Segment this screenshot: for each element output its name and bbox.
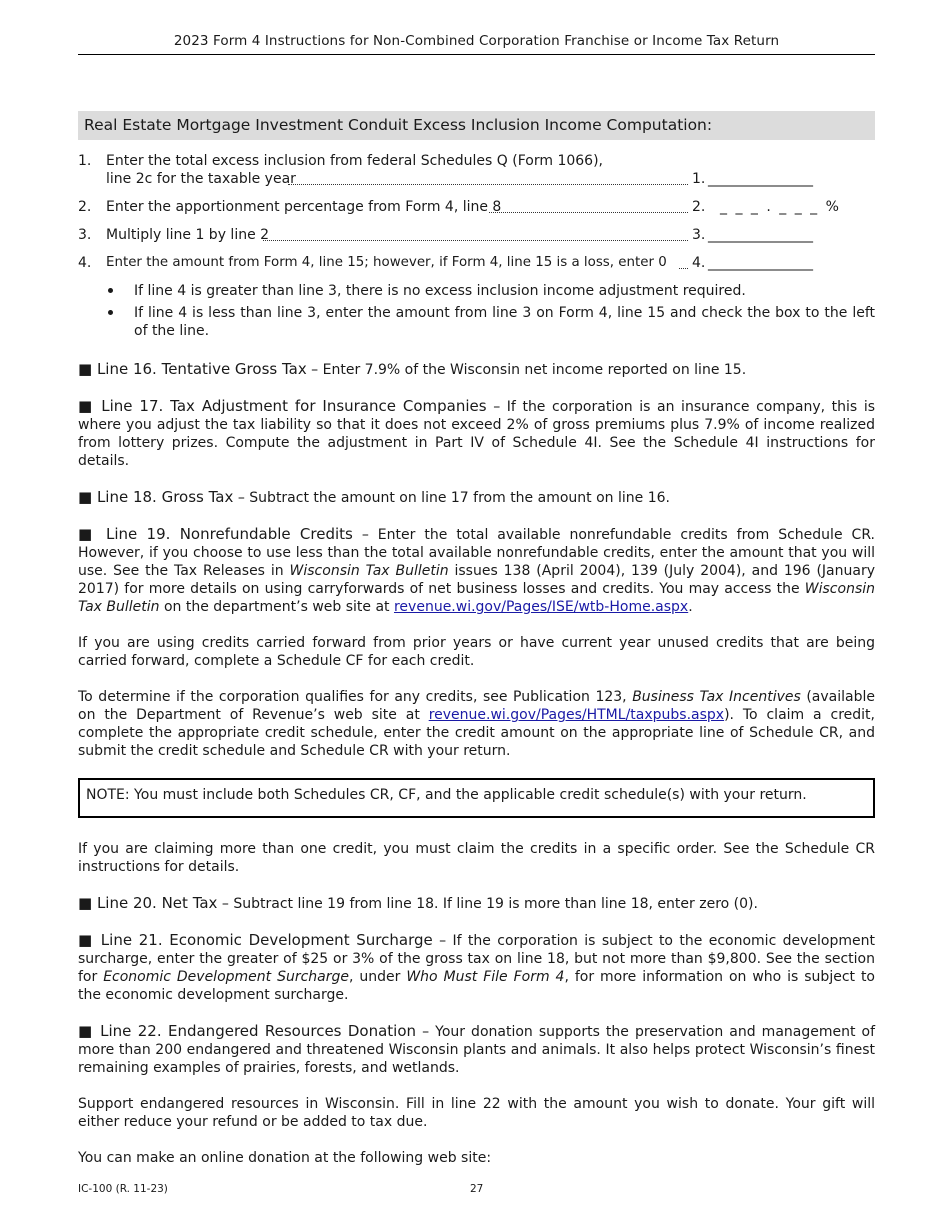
line-number: 4.	[692, 255, 706, 271]
bullet-item: If line 4 is greater than line 3, there is no excess inclusion income adjustment required.	[106, 282, 875, 300]
bullet-item: If line 4 is less than line 3, enter the amount from line 3 on Form 4, line 15 and check the box to the left of the line.	[106, 304, 875, 340]
dot-leader	[489, 212, 688, 213]
form-id: IC-100 (R. 11-23)	[78, 1183, 168, 1195]
entry-field[interactable]: _______________	[708, 255, 813, 271]
line-17-paragraph	[78, 397, 875, 470]
remic-steps	[78, 152, 875, 272]
percent-entry-field[interactable]: _ _ _ . _ _ _ %	[720, 199, 839, 215]
line-number: 2.	[692, 199, 706, 215]
section-reference: Economic Development Surcharge	[103, 969, 349, 985]
dot-leader	[263, 240, 688, 241]
line-19-heading: ■ Line 19. Nonrefundable Credits	[78, 525, 353, 543]
step-2	[78, 198, 875, 216]
step-text: Enter the amount from Form 4, line 15; however, if Form 4, line 15 is a loss, enter 0	[106, 255, 667, 270]
entry-field[interactable]: _______________	[708, 171, 813, 187]
qualify-body: To determine if the corporation qualifies for any credits, see Publication 123,	[78, 689, 633, 705]
step-1	[78, 152, 875, 188]
line-21-body: , under	[349, 969, 407, 985]
line-number: 3.	[692, 227, 706, 243]
line-16-body: – Enter 7.9% of the Wisconsin net income reported on line 15.	[306, 362, 747, 378]
step-number: 3.	[78, 227, 92, 243]
line-18-body: – Subtract the amount on line 17 from the amount on line 16.	[233, 490, 670, 506]
online-donation-paragraph: You can make an online donation at the following web site:	[78, 1150, 492, 1166]
line-16-heading: ■ Line 16. Tentative Gross Tax	[78, 360, 307, 378]
qualify-body: ). To claim a credit, complete the appropriate credit schedule, enter the credit amount on the appropriate line of Schedule CR, and submit the credit schedule and Schedule CR with your return.	[78, 707, 875, 759]
step-4	[78, 254, 875, 272]
note-box: NOTE: You must include both Schedules CR, CF, and the applicable credit schedule(s) with your return.	[78, 778, 875, 818]
step-4-bullets	[106, 282, 875, 340]
line-18-heading: ■ Line 18. Gross Tax	[78, 488, 234, 506]
wtb-link[interactable]: revenue.wi.gov/Pages/ISE/wtb-Home.aspx	[393, 599, 689, 615]
dot-leader	[288, 184, 688, 185]
publication-title: Wisconsin Tax Bulletin	[289, 563, 449, 579]
line-16-paragraph	[78, 360, 875, 379]
credit-order-paragraph: If you are claiming more than one credit, you must claim the credits in a specific order. See the Schedule CR instructions for details.	[78, 841, 875, 875]
line-19-body: issues 138 (April 2004), 139 (July 2004), and 196 (January 2017) for more details on using carryforwards of net business losses and credits. You may access the	[78, 563, 876, 597]
line-21-body: – If the corporation is subject to the economic development surcharge, enter the greater of $25 or 3% of the gross tax on line 18, but not more than $9,800. See the section for	[78, 933, 875, 985]
line-18-paragraph	[78, 488, 875, 507]
page-content	[78, 111, 875, 1185]
step-number: 1.	[78, 153, 92, 169]
page-number: 27	[470, 1183, 484, 1195]
line-22-paragraph	[78, 1022, 875, 1077]
line-19-body: – Enter the total available nonrefundable credits from Schedule CR. However, if you choose to use less than the total available nonrefundable credits, enter the amount that you will use. See the Tax Releases in	[78, 527, 875, 579]
taxpubs-link[interactable]: revenue.wi.gov/Pages/HTML/taxpubs.aspx	[428, 707, 725, 723]
line-17-heading: ■ Line 17. Tax Adjustment for Insurance Companies	[78, 397, 487, 415]
line-number: 1.	[692, 171, 706, 187]
section-reference: Who Must File Form 4	[406, 969, 565, 985]
line-21-heading: ■ Line 21. Economic Development Surcharge	[78, 931, 433, 949]
step-text: Multiply line 1 by line 2	[106, 227, 270, 243]
support-paragraph: Support endangered resources in Wisconsin. Fill in line 22 with the amount you wish to donate. Your gift will either reduce your refund or be added to tax due.	[78, 1096, 875, 1130]
line-22-heading: ■ Line 22. Endangered Resources Donation	[78, 1022, 417, 1040]
line-20-heading: ■ Line 20. Net Tax	[78, 894, 218, 912]
line-19-paragraph	[78, 525, 875, 616]
page-header-title: 2023 Form 4 Instructions for Non-Combined Corporation Franchise or Income Tax Return	[173, 33, 780, 49]
line-22-body: – Your donation supports the preservation and management of more than 200 endangered and threatened Wisconsin plants and animals. It also helps protect Wisconsin’s finest remaining examples of prairies, forests, and wetlands.	[78, 1024, 876, 1076]
line-20-paragraph	[78, 894, 875, 913]
carried-forward-paragraph: If you are using credits carried forward from prior years or have current year unused credits that are being carried forward, complete a Schedule CF for each credit.	[78, 635, 875, 669]
step-text: Enter the apportionment percentage from Form 4, line 8	[106, 199, 502, 215]
publication-title: Wisconsin Tax Bulletin	[78, 581, 875, 615]
qualify-body: (available on the Department of Revenue’s web site at	[78, 689, 876, 723]
step-text-continued: line 2c for the taxable year	[106, 171, 296, 187]
line-17-body: – If the corporation is an insurance company, this is where you adjust the tax liability so that it does not exceed 2% of gross premiums plus 7.9% of income realized from lottery prizes. Compute the adjustment in Part IV of Schedule 4I. See the Schedule 4I instructions for details.	[78, 399, 875, 469]
entry-field[interactable]: _______________	[708, 227, 813, 243]
dot-leader	[679, 268, 688, 269]
section-title: Real Estate Mortgage Investment Conduit Excess Inclusion Income Computation:	[78, 111, 875, 140]
line-21-paragraph	[78, 931, 875, 1004]
publication-title: Business Tax Incentives	[632, 689, 801, 705]
header-rule	[78, 54, 875, 55]
line-20-body: – Subtract line 19 from line 18. If line 19 is more than line 18, enter zero (0).	[217, 896, 758, 912]
line-19-end: .	[688, 599, 693, 615]
step-number: 2.	[78, 199, 92, 215]
qualify-paragraph	[78, 688, 875, 760]
line-21-body: , for more information on who is subject to the economic development surcharge.	[78, 969, 875, 1003]
step-3	[78, 226, 875, 244]
step-text: Enter the total excess inclusion from federal Schedules Q (Form 1066),	[106, 153, 603, 169]
step-number: 4.	[78, 255, 92, 271]
line-19-body: on the department’s web site at	[159, 599, 394, 615]
